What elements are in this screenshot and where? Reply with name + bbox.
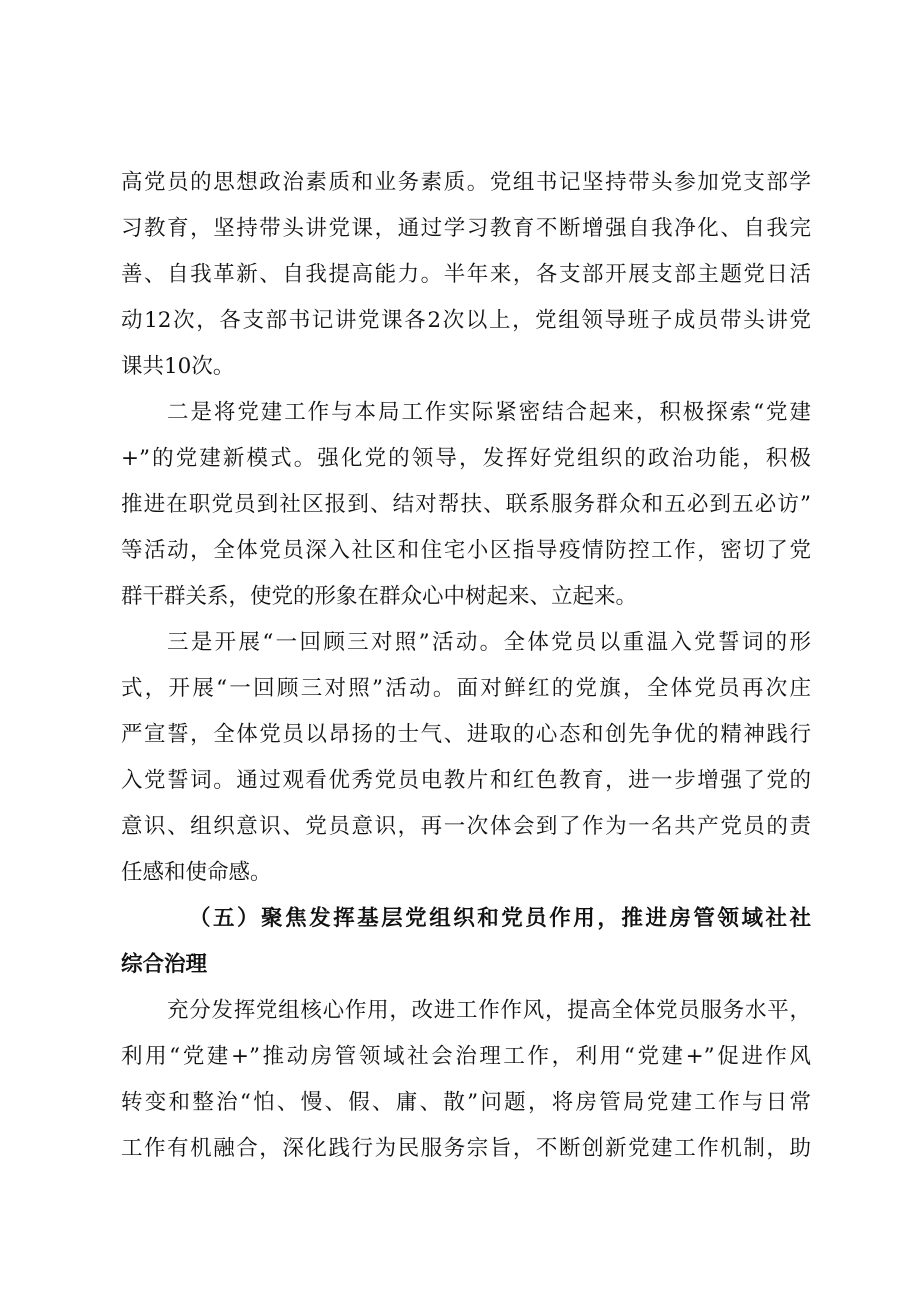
paragraph-line: 任感和使命感。 <box>121 860 272 885</box>
paragraph-line: 意识、组织意识、党员意识，再一次体会到了作为一名共产党员的责 <box>121 814 811 839</box>
paragraph-line: 入党誓词。通过观看优秀党员电教片和红色教育，进一步增强了党的 <box>121 768 811 793</box>
paragraph-line: 利用“党建+”推动房管领域社会治理工作，利用“党建+”促进作风 <box>121 1044 811 1069</box>
paragraph-line: 式，开展“一回顾三对照”活动。面对鲜红的党旗，全体党员再次庄 <box>121 676 811 701</box>
paragraph-line: 转变和整治“怕、慢、假、庸、散”问题，将房管局党建工作与日常 <box>121 1090 811 1115</box>
paragraph-line: 群干群关系，使党的形象在群众心中树起来、立起来。 <box>121 584 638 609</box>
paragraph-line: 动12次，各支部书记讲党课各2次以上，党组领导班子成员带头讲党 <box>121 308 811 333</box>
paragraph-line: 二是将党建工作与本局工作实际紧密结合起来，积极探索“党建 <box>167 400 811 425</box>
paragraph-line: 推进在职党员到社区报到、结对帮扶、联系服务群众和五必到五必访” <box>121 492 811 517</box>
paragraph-line: 课共10次。 <box>121 354 235 379</box>
document-page <box>121 160 811 1172</box>
paragraph-line: 高党员的思想政治素质和业务素质。党组书记坚持带头参加党支部学 <box>121 170 811 195</box>
section-heading-line: 综合治理 <box>121 952 208 977</box>
paragraph-line: 三是开展“一回顾三对照”活动。全体党员以重温入党誓词的形 <box>167 630 811 655</box>
paragraph-line: 工作有机融合，深化践行为民服务宗旨，不断创新党建工作机制，助 <box>121 1136 811 1161</box>
paragraph-line: 善、自我革新、自我提高能力。半年来，各支部开展支部主题党日活 <box>121 262 811 287</box>
paragraph-line: +”的党建新模式。强化党的领导，发挥好党组织的政治功能，积极 <box>121 446 811 471</box>
paragraph-line: 习教育，坚持带头讲党课，通过学习教育不断增强自我净化、自我完 <box>121 216 811 241</box>
section-heading-line: （五）聚焦发挥基层党组织和党员作用，推进房管领域社社 <box>189 906 811 931</box>
paragraph-line: 严宣誓，全体党员以昂扬的士气、进取的心态和创先争优的精神践行 <box>121 722 811 747</box>
paragraph-line: 等活动，全体党员深入社区和住宅小区指导疫情防控工作，密切了党 <box>121 538 811 563</box>
paragraph-line: 充分发挥党组核心作用，改进工作作风，提高全体党员服务水平， <box>167 998 811 1023</box>
